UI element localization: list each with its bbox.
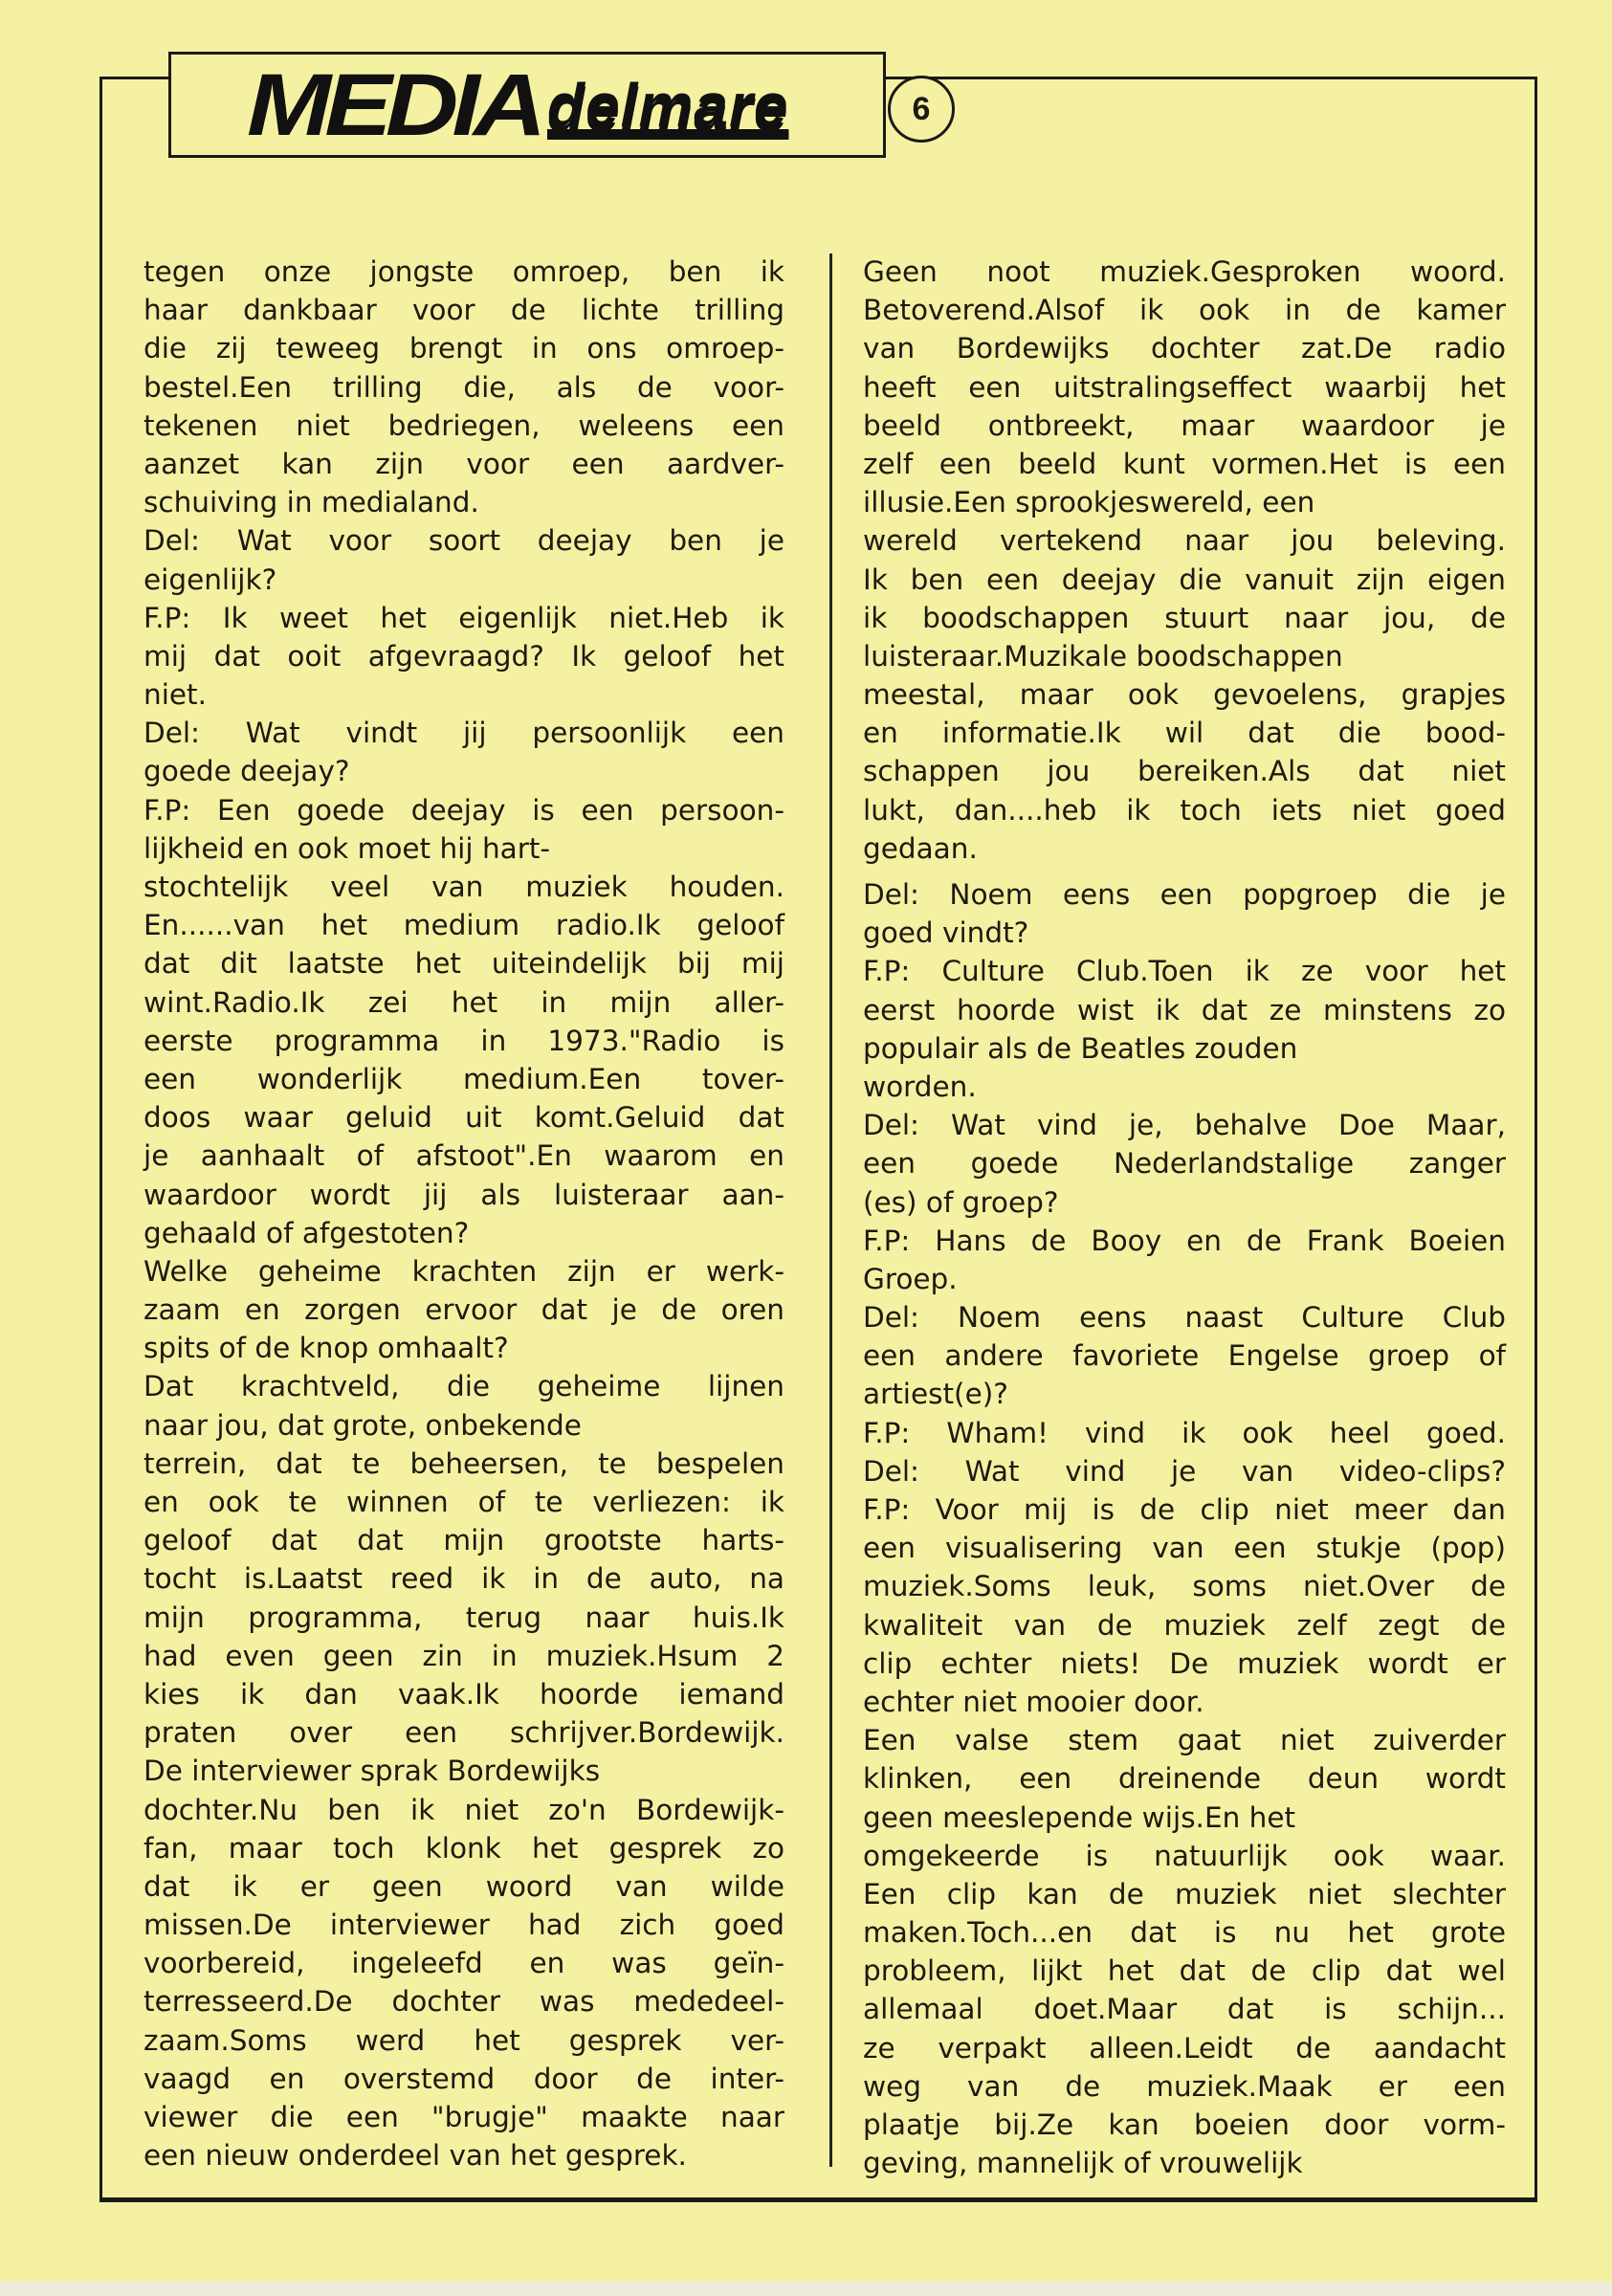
text-line: viewer die een "brugje" maakte naar xyxy=(144,2101,784,2133)
text-line: F.P: Een goede deejay is een persoon- xyxy=(144,793,784,827)
text-line: Groep. xyxy=(863,1262,958,1295)
text-line: ze verpakt alleen.Leidt de aandacht xyxy=(863,2031,1506,2064)
text-line: terresseerd.De dochter was mededeel- xyxy=(144,1985,784,2019)
text-line: vaagd en overstemd door de inter- xyxy=(144,2062,784,2095)
text-line: schappen jou bereiken.Als dat niet xyxy=(863,755,1506,788)
text-block xyxy=(863,1414,1506,1722)
text-line: dat dit laatste het uiteindelijk bij mij xyxy=(144,947,784,981)
text-line: Del: Wat voor soort deejay ben je xyxy=(144,524,784,558)
text-line: een visualisering van een stukje (pop) xyxy=(863,1532,1506,1565)
text-line: geving, mannelijk of vrouwelijk xyxy=(863,2147,1303,2180)
text-line: klinken, een dreinende deun wordt xyxy=(863,1762,1506,1796)
text-line: allemaal doet.Maar dat is schijn... xyxy=(863,1993,1506,2026)
text-line: zaam.Soms werd het gesprek ver- xyxy=(144,2023,784,2057)
text-line: een wonderlijk medium.Een tover- xyxy=(144,1062,784,1095)
text-line: spits of de knop omhaalt? xyxy=(144,1332,509,1365)
text-line: Betoverend.Alsof ik ook in de kamer xyxy=(863,294,1506,327)
text-block xyxy=(863,1298,1506,1414)
text-line: heeft een uitstralingseffect waarbij het xyxy=(863,370,1506,404)
text-block xyxy=(863,875,1506,952)
text-line: je aanhaalt of afstoot".En waarom en xyxy=(144,1139,784,1173)
text-block xyxy=(144,1252,784,1368)
text-line: weg van de muziek.Maak er een xyxy=(863,2069,1506,2103)
text-line: illusie.Een sprookjeswereld, een xyxy=(863,486,1315,519)
text-line: gedaan. xyxy=(863,831,978,865)
text-block xyxy=(863,1106,1506,1222)
text-line: missen.De interviewer had zich goed xyxy=(144,1909,784,1942)
text-line: Del: Wat vindt jij persoonlijk een xyxy=(144,717,784,750)
text-line: De interviewer sprak Bordewijks xyxy=(144,1755,601,1788)
text-block xyxy=(144,599,784,715)
text-line: stochtelijk veel van muziek houden. xyxy=(144,871,784,903)
text-line: mij dat ooit afgevraagd? Ik geloof het xyxy=(144,639,784,673)
text-line: lukt, dan....heb ik toch iets niet goed xyxy=(863,793,1506,827)
text-line: praten over een schrijver.Bordewijk. xyxy=(144,1716,784,1750)
text-line: kwaliteit van de muziek zelf zegt de xyxy=(863,1608,1506,1642)
text-line: luisteraar.Muzikale boodschappen xyxy=(863,639,1343,673)
text-block xyxy=(144,1445,784,1791)
text-line: F.P: Hans de Booy en de Frank Boeien xyxy=(863,1224,1506,1257)
text-line: Del: Noem eens een popgroep die je xyxy=(863,878,1506,911)
page-edge xyxy=(0,2282,1612,2296)
text-line: F.P: Culture Club.Toen ik ze voor het xyxy=(863,955,1506,988)
text-line: schuiving in medialand. xyxy=(144,486,479,519)
text-line: goed vindt? xyxy=(863,916,1029,950)
text-line: Een valse stem gaat niet zuiverder xyxy=(863,1724,1506,1757)
article-column-left xyxy=(144,253,784,2175)
text-line: tegen onze jongste omroep, ben ik xyxy=(144,255,784,288)
text-block xyxy=(144,1791,784,2175)
text-block xyxy=(863,675,1506,868)
text-line: worden. xyxy=(863,1070,977,1103)
text-line: een goede Nederlandstalige zanger xyxy=(863,1147,1506,1181)
text-line: dochter.Nu ben ik niet zo'n Bordewijk- xyxy=(144,1793,784,1826)
text-block xyxy=(144,868,784,1252)
text-line: F.P: Voor mij is de clip niet meer dan xyxy=(863,1493,1506,1526)
text-line: eigenlijk? xyxy=(144,563,277,596)
text-block xyxy=(863,1837,1506,2183)
text-line: terrein, dat te beheersen, te bespelen xyxy=(144,1446,784,1480)
text-line: En......van het medium radio.Ik geloof xyxy=(144,909,784,942)
text-line: muziek.Soms leuk, soms niet.Over de xyxy=(863,1570,1506,1603)
text-line: beeld ontbreekt, maar waardoor je xyxy=(863,408,1506,442)
text-line: Dat krachtveld, die geheime lijnen xyxy=(144,1370,784,1403)
text-line: tekenen niet bedriegen, weleens een xyxy=(144,408,784,442)
text-line: naar jou, dat grote, onbekende xyxy=(144,1408,582,1442)
logo-media: MEDIA xyxy=(246,55,540,154)
text-line: die zij teweeg brengt in ons omroep- xyxy=(144,332,784,365)
text-block xyxy=(863,521,1506,675)
column-divider xyxy=(829,254,832,2167)
text-block xyxy=(863,1222,1506,1298)
text-line: goede deejay? xyxy=(144,755,350,788)
text-line: niet. xyxy=(144,678,207,712)
text-line: Geen noot muziek.Gesproken woord. xyxy=(863,255,1506,288)
text-line: populair als de Beatles zouden xyxy=(863,1031,1298,1065)
text-line: een nieuw onderdeel van het gesprek. xyxy=(144,2139,687,2173)
masthead xyxy=(168,52,886,158)
text-line: wereld vertekend naar jou beleving. xyxy=(863,524,1506,558)
text-line: fan, maar toch klonk het gesprek zo xyxy=(144,1831,784,1865)
text-line: meestal, maar ook gevoelens, grapjes xyxy=(863,678,1506,712)
text-line: omgekeerde is natuurlijk ook waar. xyxy=(863,1839,1506,1872)
text-block xyxy=(863,253,1506,521)
text-line: wint.Radio.Ik zei het in mijn aller- xyxy=(144,985,784,1019)
text-line: artiest(e)? xyxy=(863,1378,1008,1411)
text-line: echter niet mooier door. xyxy=(863,1685,1204,1718)
text-block xyxy=(144,791,784,868)
text-block xyxy=(144,521,784,598)
text-line: ik boodschappen stuurt naar jou, de xyxy=(863,601,1506,634)
text-line: F.P: Ik weet het eigenlijk niet.Heb ik xyxy=(144,601,784,634)
text-line: een andere favoriete Engelse groep of xyxy=(863,1339,1506,1373)
text-line: doos waar geluid uit komt.Geluid dat xyxy=(144,1101,784,1135)
text-line: Een clip kan de muziek niet slechter xyxy=(863,1877,1506,1910)
text-line: eerste programma in 1973."Radio is xyxy=(144,1024,784,1057)
text-line: lijkheid en ook moet hij hart- xyxy=(144,831,551,865)
text-line: mijn programma, terug naar huis.Ik xyxy=(144,1601,784,1634)
text-line: (es) of groep? xyxy=(863,1185,1059,1219)
text-line: Welke geheime krachten zijn er werk- xyxy=(144,1254,784,1288)
text-block xyxy=(144,714,784,790)
text-line: aanzet kan zijn voor een aardver- xyxy=(144,447,784,480)
text-block xyxy=(863,1068,1506,1106)
text-line: clip echter niets! De muziek wordt er xyxy=(863,1646,1506,1680)
article-column-right xyxy=(863,253,1506,2182)
text-line: voorbereid, ingeleefd en was geïn- xyxy=(144,1947,784,1980)
text-line: en informatie.Ik wil dat die bood- xyxy=(863,717,1506,750)
text-line: haar dankbaar voor de lichte trilling xyxy=(144,294,784,327)
text-line: bestel.Een trilling die, als de voor- xyxy=(144,370,784,404)
text-line: Del: Wat vind je, behalve Doe Maar, xyxy=(863,1109,1506,1142)
text-line: F.P: Wham! vind ik ook heel goed. xyxy=(863,1416,1506,1449)
text-block xyxy=(144,253,784,521)
text-line: probleem, lijkt het dat de clip dat wel xyxy=(863,1954,1506,1988)
logo-delmare: delmare xyxy=(546,70,789,140)
text-line: en ook te winnen of te verliezen: ik xyxy=(144,1486,784,1518)
text-line: kies ik dan vaak.Ik hoorde iemand xyxy=(144,1677,784,1711)
text-line: tocht is.Laatst reed ik in de auto, na xyxy=(144,1562,784,1596)
text-line: Ik ben een deejay die vanuit zijn eigen xyxy=(863,563,1506,596)
text-line: Del: Wat vind je van video-clips? xyxy=(863,1454,1506,1488)
text-line: zelf een beeld kunt vormen.Het is een xyxy=(863,447,1506,480)
text-line: dat ik er geen woord van wilde xyxy=(144,1869,784,1903)
text-line: geloof dat dat mijn grootste harts- xyxy=(144,1524,784,1557)
text-block xyxy=(144,1367,784,1444)
page-number: 6 xyxy=(888,76,955,143)
text-line: maken.Toch...en dat is nu het grote xyxy=(863,1916,1506,1950)
text-line: geen meeslepende wijs.En het xyxy=(863,1800,1296,1834)
text-line: eerst hoorde wist ik dat ze minstens zo xyxy=(863,993,1506,1027)
text-block xyxy=(863,1721,1506,1837)
text-line: zaam en zorgen ervoor dat je de oren xyxy=(144,1293,784,1327)
text-line: waardoor wordt jij als luisteraar aan- xyxy=(144,1178,784,1211)
text-line: gehaald of afgestoten? xyxy=(144,1216,470,1249)
text-line: had even geen zin in muziek.Hsum 2 xyxy=(144,1639,784,1672)
text-line: van Bordewijks dochter zat.De radio xyxy=(863,332,1506,365)
text-line: Del: Noem eens naast Culture Club xyxy=(863,1301,1506,1335)
text-block xyxy=(863,952,1506,1068)
text-line: plaatje bij.Ze kan boeien door vorm- xyxy=(863,2108,1506,2141)
